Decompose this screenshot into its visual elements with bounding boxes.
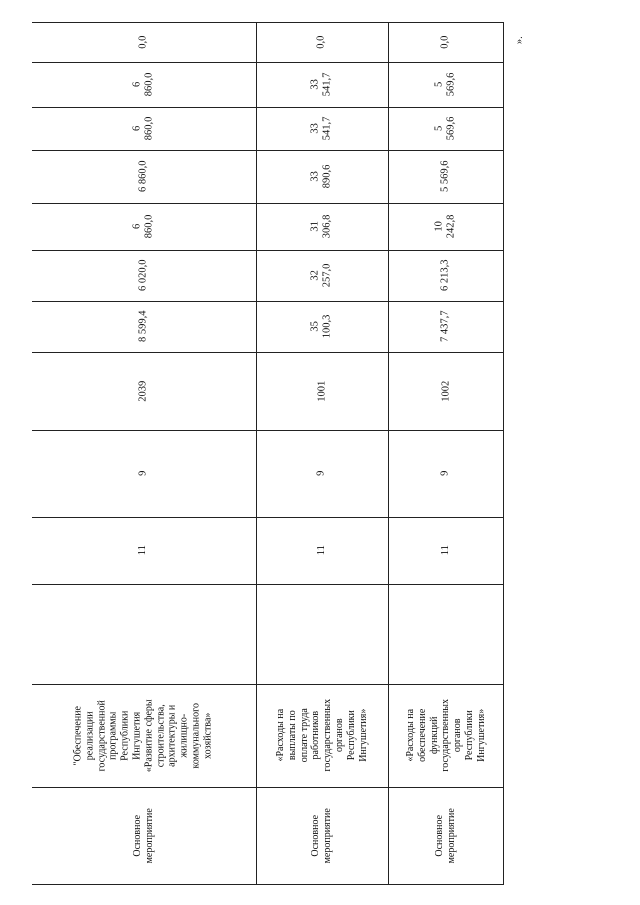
closing-quote-mark <box>505 30 535 50</box>
cell-text-code1: 11 <box>439 545 451 556</box>
table-cell-v5 <box>256 107 388 150</box>
cell-text-v5: 6 860,0 <box>131 116 155 141</box>
cell-text-code3: 1001 <box>315 380 327 402</box>
cell-text-code2: 9 <box>439 470 451 477</box>
table-cell-v7 <box>389 22 503 62</box>
cell-text-v6: 5 569,6 <box>433 72 457 97</box>
cell-text-type: Основное мероприятие <box>131 807 155 864</box>
table-row-divider <box>503 22 504 885</box>
table-cell-code3 <box>256 352 388 430</box>
cell-text-v7: 0,0 <box>315 35 327 49</box>
table-cell-code1 <box>256 517 388 584</box>
cell-text-name: «Расходы на выплаты по оплате труда работников государственных органов Республики Ингушетия» <box>274 699 369 772</box>
cell-text-v3: 31 306,8 <box>309 214 333 239</box>
table-cell-type <box>32 787 255 884</box>
cell-text-v1: 35 100,3 <box>309 314 333 339</box>
cell-text-v2: 32 257,0 <box>309 263 333 288</box>
table-cell-v2 <box>389 250 503 301</box>
table-cell-name <box>32 684 255 787</box>
cell-text-v6: 6 860,0 <box>131 72 155 97</box>
cell-text-v5: 33 541,7 <box>309 116 333 141</box>
table-cell-name <box>389 684 503 787</box>
table-cell-v2 <box>32 250 255 301</box>
table-cell-v6 <box>256 62 388 107</box>
table-cell-v1 <box>256 301 388 352</box>
table-cell-type <box>256 787 388 884</box>
table-cell-name <box>256 684 388 787</box>
table-cell-empty <box>256 584 388 684</box>
table-cell-code3 <box>389 352 503 430</box>
cell-text-v3: 10 242,8 <box>433 214 457 239</box>
cell-text-name: "Обеспечение реализации государственной программы Республики Ингушетия «Развитие сферы строительства, архитектуры и жилищно- коммунального хозяйства» <box>72 699 214 772</box>
table-cell-v4 <box>389 150 503 203</box>
cell-text-type: Основное мероприятие <box>310 807 333 864</box>
cell-text-v1: 7 437,7 <box>439 310 451 343</box>
table-cell-code1 <box>389 517 503 584</box>
cell-text-v7: 0,0 <box>439 35 451 49</box>
closing-quote-text: ». <box>513 36 525 44</box>
cell-text-v3: 6 860,0 <box>131 214 155 239</box>
table-cell-code2 <box>256 430 388 517</box>
cell-text-v2: 6 213,3 <box>439 259 451 292</box>
table-bottom-rule <box>32 884 504 885</box>
cell-text-type: Основное мероприятие <box>434 807 457 864</box>
table-cell-v1 <box>32 301 255 352</box>
table-cell-type <box>389 787 503 884</box>
table-cell-code2 <box>32 430 255 517</box>
cell-text-v5: 5 569,6 <box>433 116 457 141</box>
cell-text-v4: 5 569,6 <box>439 160 451 193</box>
table-cell-empty <box>389 584 503 684</box>
table-cell-v3 <box>256 203 388 250</box>
table-cell-v7 <box>256 22 388 62</box>
table-cell-empty <box>32 584 255 684</box>
table-cell-v6 <box>32 62 255 107</box>
cell-text-v2: 6 020,0 <box>137 259 149 292</box>
table-cell-v5 <box>32 107 255 150</box>
cell-text-code2: 9 <box>315 470 327 477</box>
table-cell-v6 <box>389 62 503 107</box>
table-cell-v5 <box>389 107 503 150</box>
table-cell-v3 <box>32 203 255 250</box>
table-cell-v2 <box>256 250 388 301</box>
cell-text-code3: 1002 <box>439 380 451 402</box>
cell-text-v4: 33 890,6 <box>309 164 333 189</box>
table-cell-v1 <box>389 301 503 352</box>
cell-text-code3: 2039 <box>137 380 149 402</box>
cell-text-code1: 11 <box>137 545 149 556</box>
table-cell-code2 <box>389 430 503 517</box>
cell-text-code1: 11 <box>315 545 327 556</box>
table-cell-code1 <box>32 517 255 584</box>
cell-text-v6: 33 541,7 <box>309 72 333 97</box>
cell-text-v7: 0,0 <box>137 35 149 49</box>
table-cell-v3 <box>389 203 503 250</box>
cell-text-v1: 8 599,4 <box>137 310 149 343</box>
cell-text-name: «Расходы на обеспечение функций государственных органов Республики Ингушетия» <box>404 699 487 772</box>
table-cell-code3 <box>32 352 255 430</box>
table-cell-v7 <box>32 22 255 62</box>
table-cell-v4 <box>32 150 255 203</box>
cell-text-v4: 6 860,0 <box>137 160 149 193</box>
cell-text-code2: 9 <box>137 470 149 477</box>
table-cell-v4 <box>256 150 388 203</box>
